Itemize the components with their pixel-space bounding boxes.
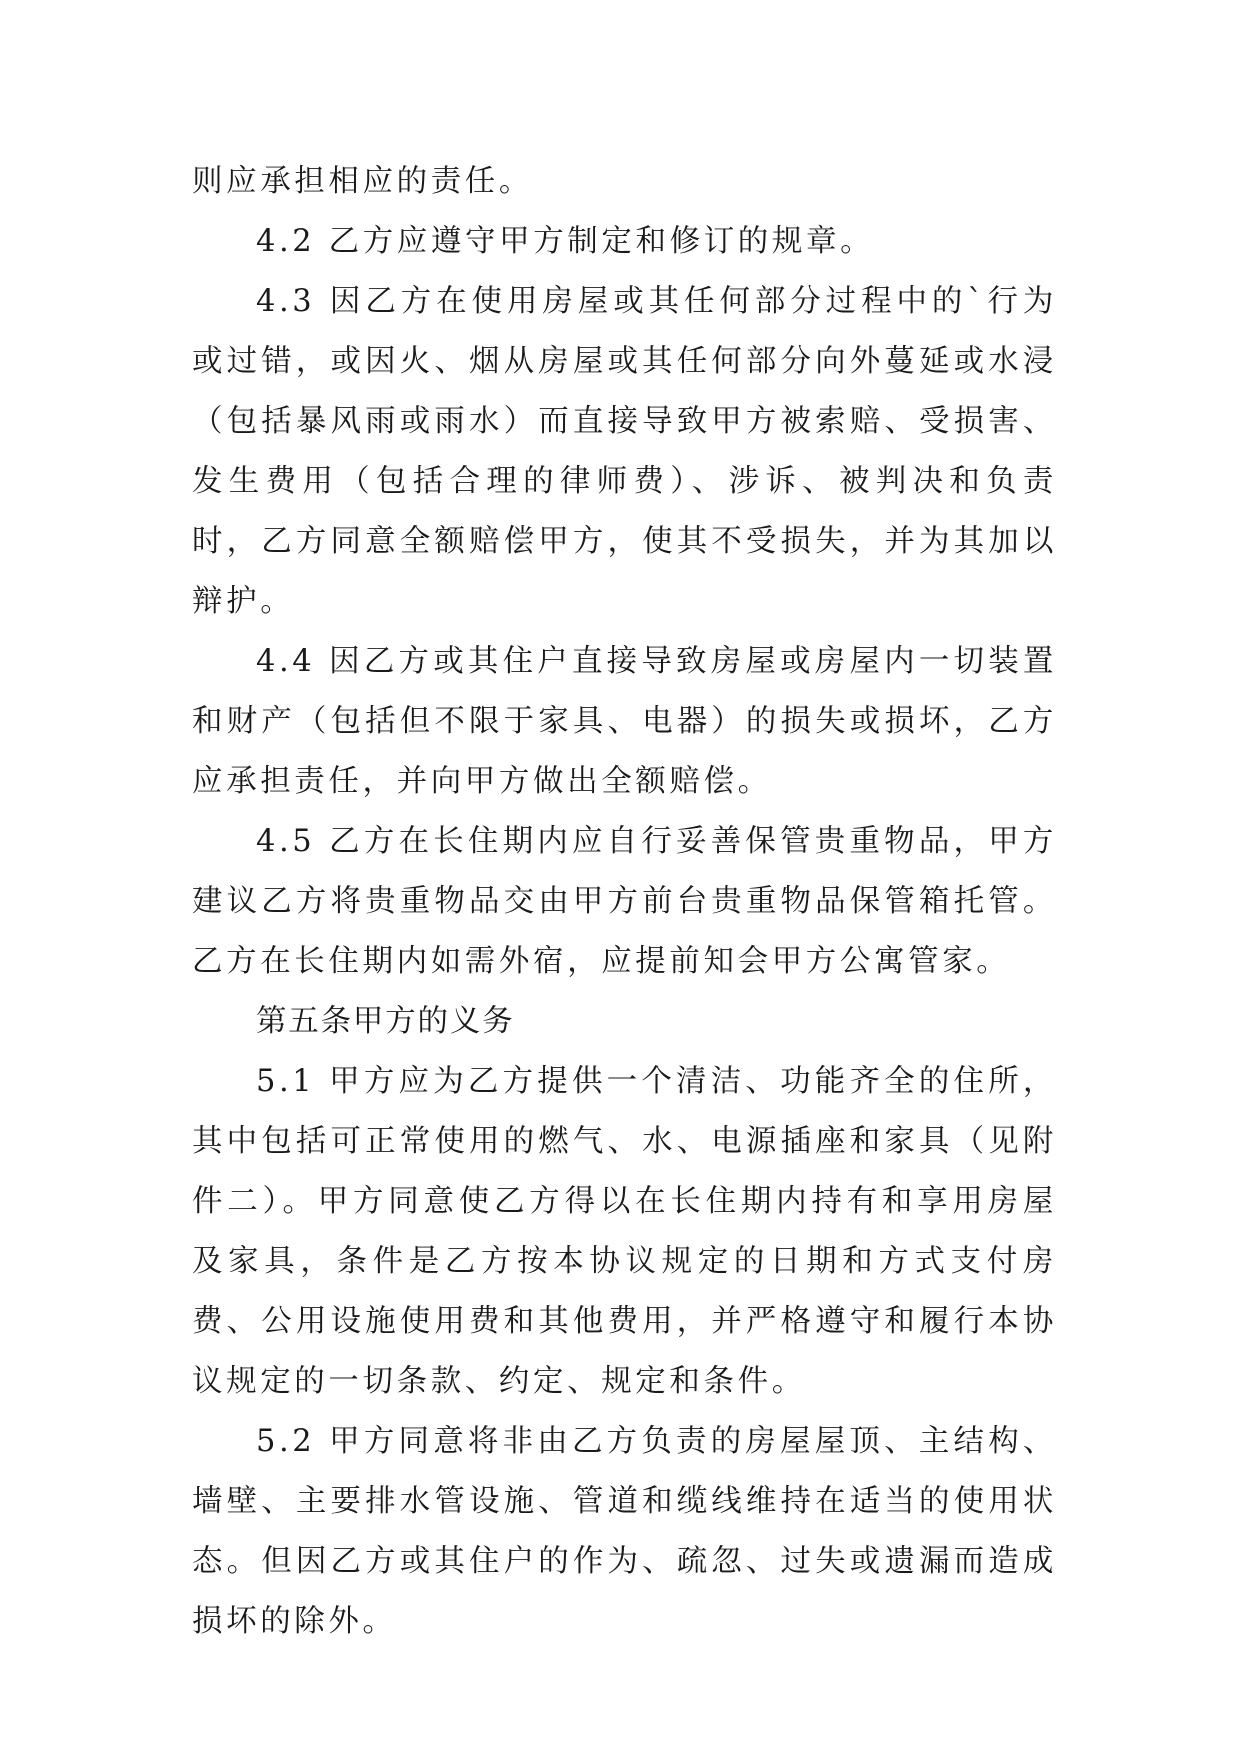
paragraph-4-2: 4.2 乙方应遵守甲方制定和修订的规章。 <box>256 224 875 259</box>
document-body <box>192 152 1057 1652</box>
paragraph-5-1: 5.1 甲方应为乙方提供一个清洁、功能齐全的住所，其中包括可正常使用的燃气、水、电源插座和家具（见附件二）。甲方同意使乙方得以在长住期内持有和享用房屋及家具，条件是乙方按本协议规定的日期和方式支付房费、公用设施使用费和其他费用，并严格遵守和履行本协议规定的一切条款、约定、规定和条件。 <box>192 1064 1057 1399</box>
paragraph-4-5: 4.5 乙方在长住期内应自行妥善保管贵重物品，甲方建议乙方将贵重物品交由甲方前台贵重物品保管箱托管。乙方在长住期内如需外宿，应提前知会甲方公寓管家。 <box>192 824 1057 979</box>
paragraph-5-2: 5.2 甲方同意将非由乙方负责的房屋屋顶、主结构、墙壁、主要排水管设施、管道和缆线维持在适当的使用状态。但因乙方或其住户的作为、疏忽、过失或遗漏而造成损坏的除外。 <box>192 1424 1057 1639</box>
article-5-heading: 第五条甲方的义务 <box>256 1004 515 1039</box>
paragraph-4-3: 4.3 因乙方在使用房屋或其任何部分过程中的`行为或过错，或因火、烟从房屋或其任何部分向外蔓延或水浸（包括暴风雨或雨水）而直接导致甲方被索赔、受损害、发生费用（包括合理的律师费）、涉诉、被判决和负责时，乙方同意全额赔偿甲方，使其不受损失，并为其加以辩护。 <box>192 284 1057 619</box>
paragraph-4-4: 4.4 因乙方或其住户直接导致房屋或房屋内一切装置和财产（包括但不限于家具、电器）的损失或损坏，乙方应承担责任，并向甲方做出全额赔偿。 <box>192 644 1057 799</box>
paragraph-continuation: 则应承担相应的责任。 <box>192 164 533 199</box>
